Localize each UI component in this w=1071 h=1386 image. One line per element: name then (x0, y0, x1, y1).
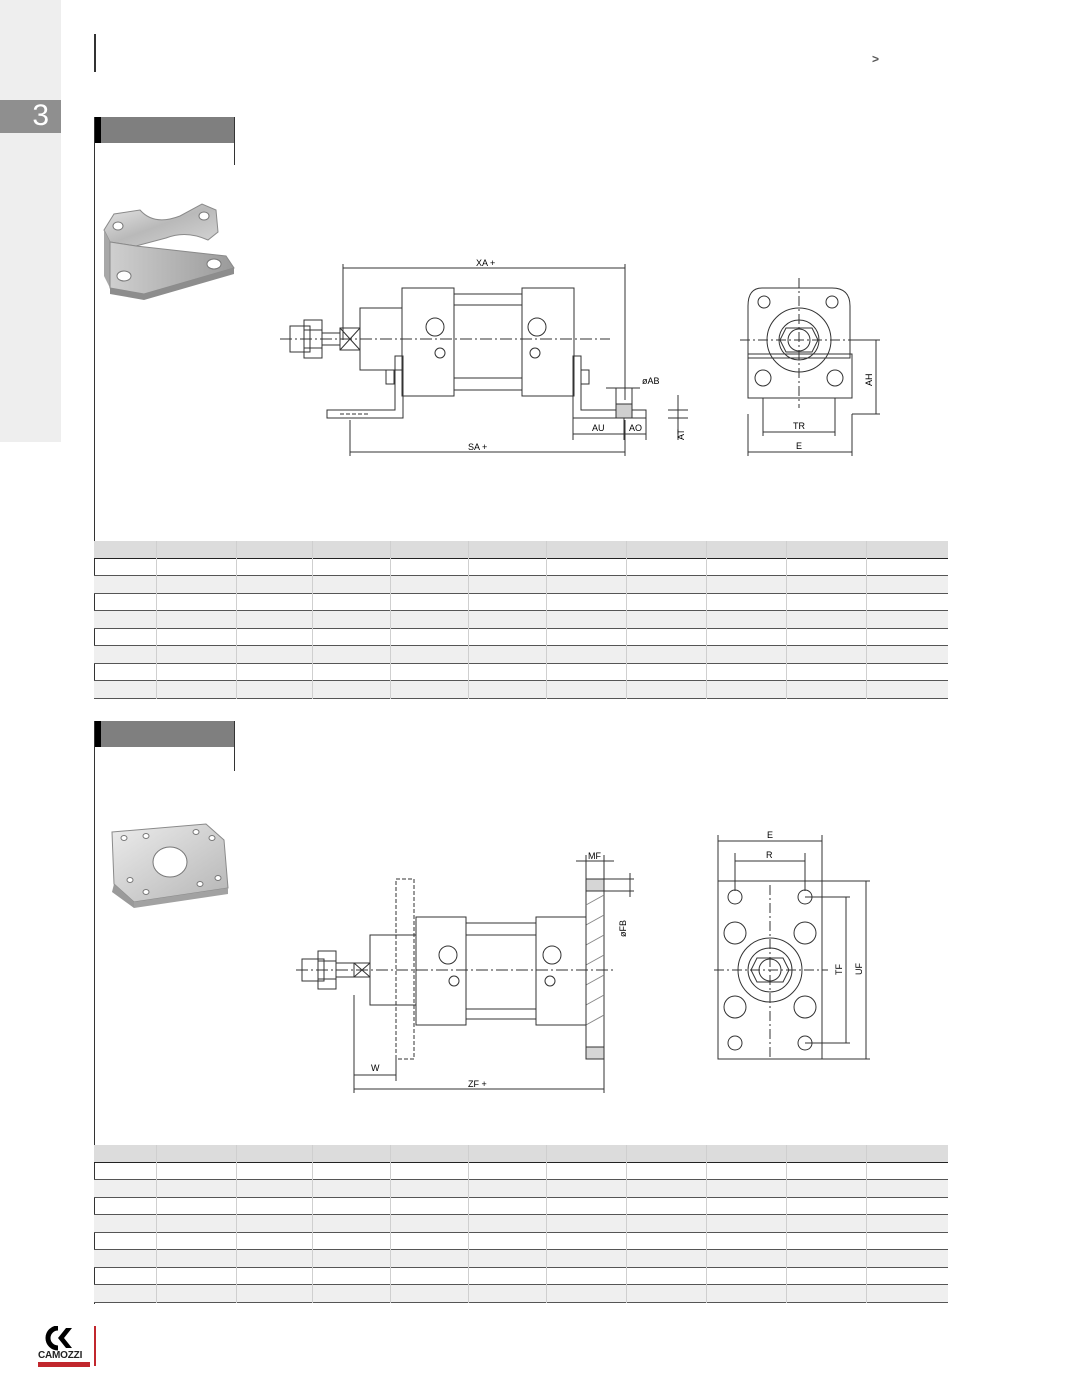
footer-divider (94, 1326, 96, 1366)
dim-mf-label: MF (588, 851, 601, 861)
foot-mount-front-drawing (740, 278, 890, 460)
table-column-separator (236, 541, 237, 699)
dim-au-label: AU (592, 423, 605, 433)
table-row (94, 681, 948, 699)
table-row (94, 1163, 948, 1181)
table-header-row (94, 1145, 948, 1163)
table-row (94, 1250, 948, 1268)
dim-zf-label: ZF + (468, 1079, 487, 1089)
table-column-separator (546, 1145, 547, 1303)
brand-name: CAMOZZI (38, 1350, 83, 1361)
table-row (94, 594, 948, 612)
dim-r-label: R (766, 850, 773, 860)
dim-e-label: E (796, 441, 803, 451)
chapter-sidebar (0, 0, 61, 442)
table-row (94, 1285, 948, 1303)
dim-uf-label: UF (854, 963, 864, 975)
dim-at-label: AT (676, 429, 686, 440)
dim-w-label: W (371, 1063, 380, 1073)
dim-tr-label: TR (793, 421, 805, 431)
brand-color-bar (38, 1362, 90, 1367)
table-row (94, 576, 948, 594)
table-column-separator (468, 1145, 469, 1303)
section1-header-rule (234, 117, 235, 165)
table-column-separator (156, 541, 157, 699)
table-row (94, 559, 948, 577)
dim-xa-label: XA + (476, 258, 496, 268)
table-header-row (94, 541, 948, 559)
table-column-separator (312, 1145, 313, 1303)
table-row (94, 1268, 948, 1286)
dim-ab-label: øAB (642, 376, 660, 386)
table-column-separator (866, 1145, 867, 1303)
section2-header-rule (234, 721, 235, 771)
section1-dimension-table (94, 541, 948, 699)
table-column-separator (390, 1145, 391, 1303)
section2-header-bar (95, 721, 234, 747)
dim-e2-label: E (767, 830, 774, 840)
header-arrow-icon: > (872, 52, 880, 66)
foot-mount-side-drawing (280, 250, 700, 460)
flange-mount-front-drawing (710, 825, 880, 1065)
table-row (94, 629, 948, 647)
table-column-separator (626, 1145, 627, 1303)
table-row (94, 611, 948, 629)
table-column-separator (312, 541, 313, 699)
table-column-separator (786, 1145, 787, 1303)
table-row (94, 1180, 948, 1198)
table-column-separator (390, 541, 391, 699)
chapter-tab-number: 3 (32, 99, 49, 132)
foot-bracket-photo (96, 196, 236, 301)
table-column-separator (236, 1145, 237, 1303)
table-column-separator (626, 541, 627, 699)
table-row (94, 1198, 948, 1216)
table-row (94, 664, 948, 682)
header-divider (94, 34, 96, 72)
table-column-separator (866, 541, 867, 699)
dim-tf-label: TF (834, 964, 844, 975)
table-row (94, 1215, 948, 1233)
flange-photo (100, 818, 235, 910)
dim-ah-label: AH (864, 373, 874, 386)
section2-dimension-table (94, 1145, 948, 1303)
table-row (94, 1233, 948, 1251)
table-column-separator (706, 1145, 707, 1303)
dim-ao-label: AO (629, 423, 643, 433)
table-column-separator (546, 541, 547, 699)
table-row (94, 646, 948, 664)
table-column-separator (156, 1145, 157, 1303)
dim-fb-label: øFB (618, 920, 628, 937)
dim-sa-label: SA + (468, 442, 488, 452)
flange-mount-side-drawing (296, 845, 656, 1095)
table-column-separator (786, 541, 787, 699)
table-column-separator (706, 541, 707, 699)
section1-header-bar (95, 117, 234, 143)
table-column-separator (468, 541, 469, 699)
